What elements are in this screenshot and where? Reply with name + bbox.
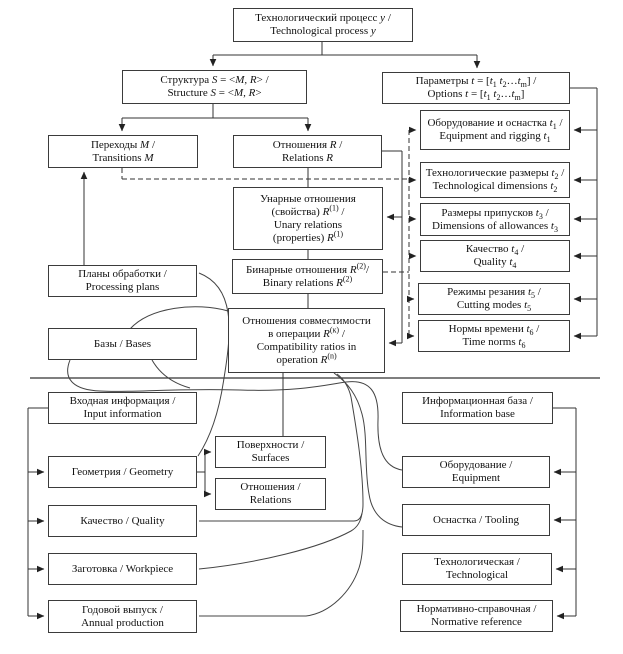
- box-structure: Структура S = <M, R> / Structure S = <M, R>: [122, 70, 307, 104]
- box-processing-plans: Планы обработки / Processing plans: [48, 265, 197, 297]
- box-transitions: Переходы M / Transitions M: [48, 135, 198, 168]
- box-t1-equipment-rigging: Оборудование и оснастка $t_1$ / Equipment and rigging $t_1$: [420, 110, 570, 150]
- box-input-information: Входная информация / Input information: [48, 392, 197, 424]
- box-t3-allowances: Размеры припусков $t_3$ / Dimensions of allowances $t_3$: [420, 203, 570, 236]
- dashed-arrows: [409, 130, 416, 336]
- box-tooling: Оснастка / Tooling: [402, 504, 550, 536]
- box-annual-production: Годовой выпуск / Annual production: [48, 600, 197, 633]
- box-t4-quality: Качество $t_4$ / Quality $t_4$: [420, 240, 570, 272]
- box-normative-reference: Нормативно-справочная / Normative reference: [400, 600, 553, 632]
- box-relations: Отношения R / Relations R: [233, 135, 382, 168]
- box-relations-lower: Отношения / Relations: [215, 478, 326, 510]
- box-workpiece: Заготовка / Workpiece: [48, 553, 197, 585]
- box-unary-relations: Унарные отношения (свойства) $R^{(1)}$ / Unary relations (properties) $R^{(1)}$: [233, 187, 383, 250]
- box-quality: Качество / Quality: [48, 505, 197, 537]
- box-information-base: Информационная база / Information base: [402, 392, 553, 424]
- box-equipment: Оборудование / Equipment: [402, 456, 550, 488]
- box-t5-cutting-modes: Режимы резания $t_5$ / Cutting modes $t_5$: [418, 283, 570, 315]
- box-technological-base: Технологическая / Technological: [402, 553, 552, 585]
- box-binary-relations: Бинарные отношения $R^{(2)}/$ Binary relations $R^{(2)}$: [232, 259, 383, 294]
- box-bases: Базы / Bases: [48, 328, 197, 360]
- box-geometry: Геометрия / Geometry: [48, 456, 197, 488]
- box-options: Параметры $t = [t_1$ $t_2\dots t_m$] / Options $t = [t_1$ $t_2\dots t_m$]: [382, 72, 570, 104]
- box-technological-process: Технологический процесс y / Technological process y: [233, 8, 413, 42]
- box-compatibility-ratios: Отношения совместимости в операции $R^{(к)}$ / Compatibility ratios in operation $R^{(n)}$: [228, 308, 385, 373]
- box-surfaces: Поверхности / Surfaces: [215, 436, 326, 468]
- box-t2-technological-dimensions: Технологические размеры $t_2$ / Technological dimensions $t_2$: [420, 162, 570, 198]
- box-t6-time-norms: Нормы времени $t_6$ / Time norms $t_6$: [418, 320, 570, 352]
